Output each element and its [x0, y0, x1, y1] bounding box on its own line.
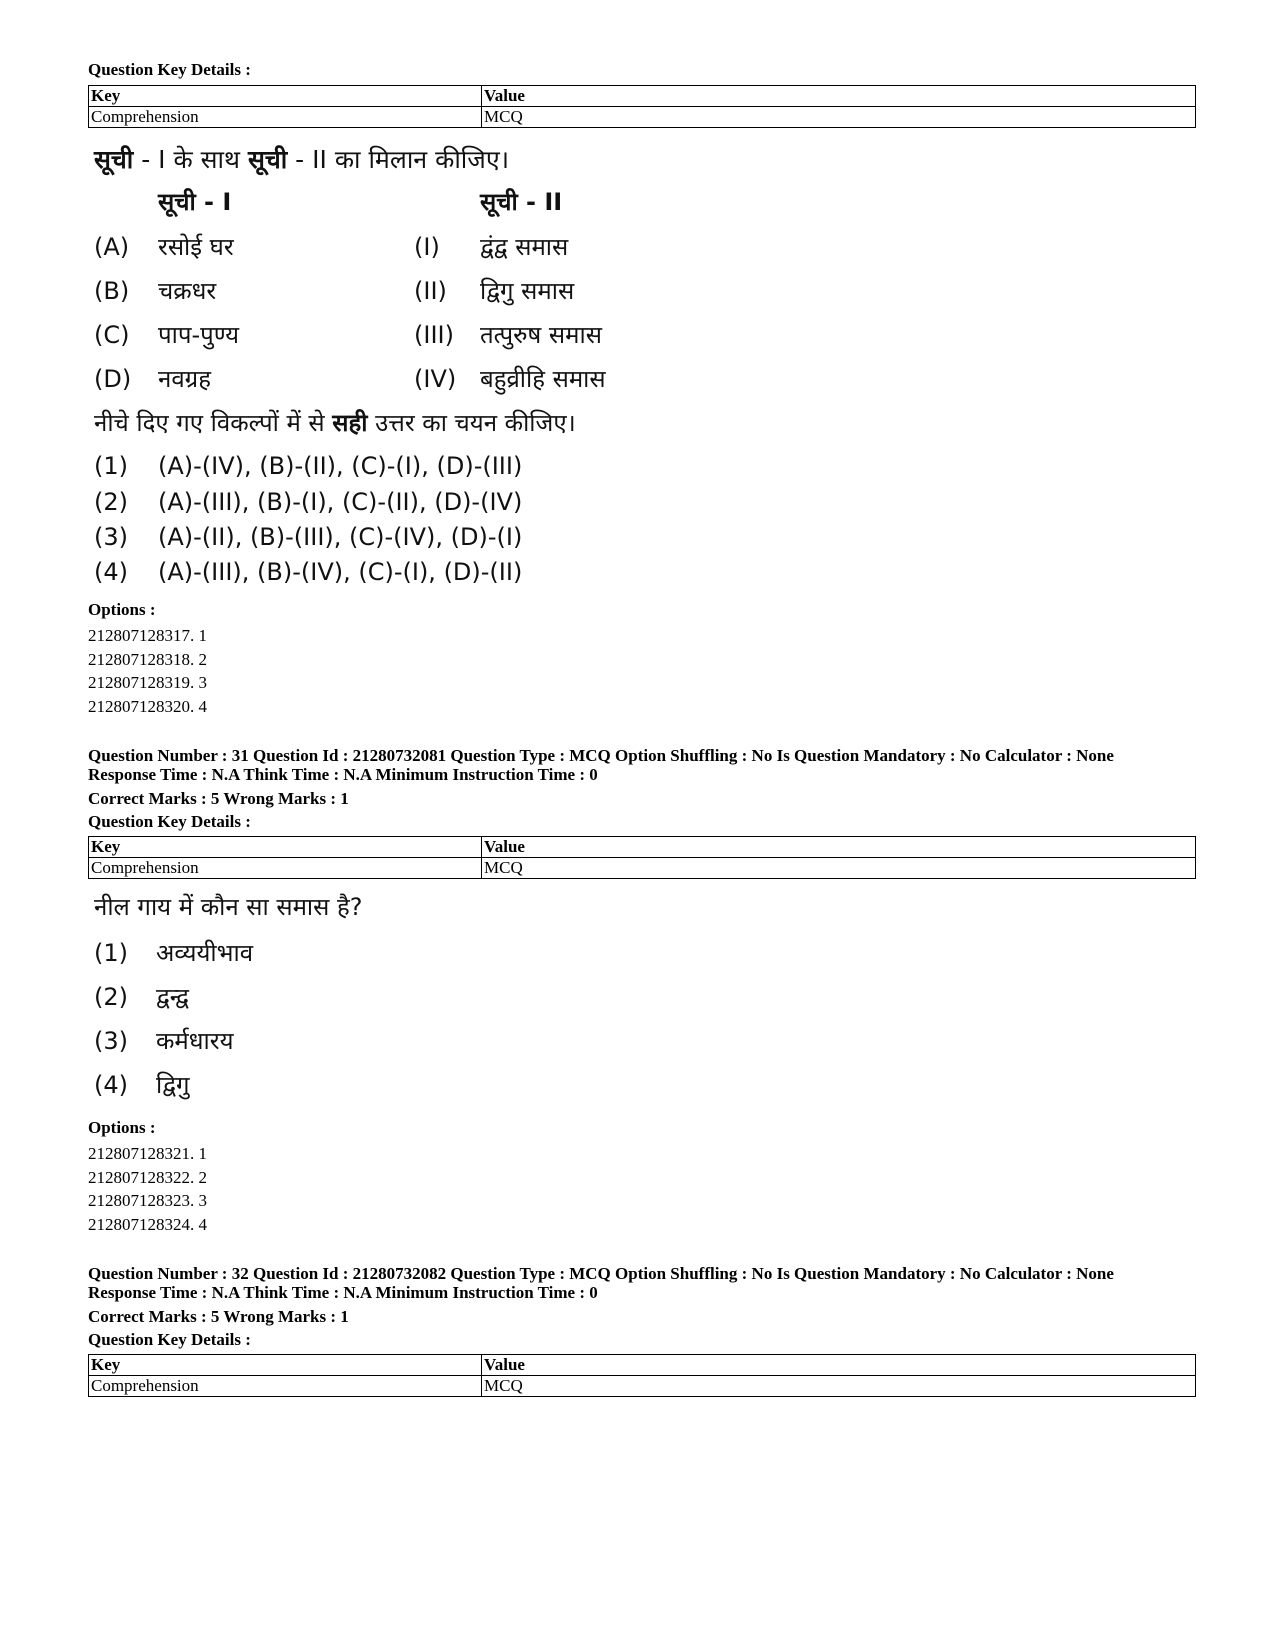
table-cell-value: MCQ [482, 1376, 1196, 1397]
table-cell-key: Comprehension [89, 858, 482, 879]
pair-left-text: नवग्रह [158, 365, 211, 393]
option-item: 212807128318. 2 [88, 649, 207, 669]
table-header-row [89, 837, 1196, 858]
pair-left-label: (A) [94, 233, 130, 261]
answer-option-4 [94, 1068, 190, 1101]
question-key-details-label: Question Key Details : [88, 812, 251, 831]
answer-option-1 [94, 936, 253, 969]
option-item: 212807128322. 2 [88, 1167, 207, 1187]
instruction-bold-1: सूची [94, 145, 134, 174]
answer-option-2 [94, 488, 522, 516]
question-meta-line-2: Response Time : N.A Think Time : N.A Minimum Instruction Time : 0 [88, 765, 598, 784]
answer-text: (A)-(IV), (B)-(II), (C)-(I), (D)-(III) [158, 452, 523, 480]
table-row [89, 1376, 1196, 1397]
list-pair-b [94, 274, 574, 307]
answer-number: (2) [94, 983, 128, 1011]
answer-text: कर्मधारय [156, 1027, 234, 1055]
answer-option-1 [94, 452, 522, 480]
answer-text: द्वन्द्व [156, 983, 189, 1011]
pair-left-text: चक्रधर [158, 277, 217, 305]
pair-right-label: (III) [414, 321, 454, 349]
choose-bold: सही [332, 409, 368, 437]
list2-header: सूची - II [480, 188, 563, 216]
option-item: 212807128323. 3 [88, 1191, 207, 1210]
answer-number: (1) [94, 939, 128, 967]
pair-left-label: (D) [94, 365, 132, 393]
list-pair-d [94, 362, 606, 395]
table-cell-value: MCQ [482, 858, 1196, 879]
pair-right-text: तत्पुरुष समास [480, 321, 602, 349]
option-item: 212807128320. 4 [88, 696, 207, 716]
question-image-samas [94, 890, 594, 1110]
question-meta-line-2: Response Time : N.A Think Time : N.A Minimum Instruction Time : 0 [88, 1283, 598, 1302]
answer-text: (A)-(II), (B)-(III), (C)-(IV), (D)-(I) [158, 523, 523, 551]
answer-option-4 [94, 558, 522, 586]
table-header-value: Value [482, 837, 1196, 858]
key-details-table [88, 836, 1196, 879]
choose-text-2: उत्तर का चयन कीजिए। [367, 409, 576, 437]
table-cell-value: MCQ [482, 107, 1196, 128]
pair-right-text: द्विगु समास [480, 277, 575, 305]
answer-option-3 [94, 523, 522, 551]
pair-left-text: पाप-पुण्य [158, 321, 240, 349]
answer-number: (4) [94, 558, 128, 586]
instruction-bold-2: सूची [247, 145, 288, 174]
question-key-details-label: Question Key Details : [88, 60, 251, 79]
question-image-match-lists [94, 140, 694, 586]
pair-right-label: (II) [414, 277, 447, 305]
table-header-row [89, 86, 1196, 107]
answer-number: (3) [94, 1027, 128, 1055]
pair-left-text: रसोई घर [158, 233, 234, 261]
marks-line: Correct Marks : 5 Wrong Marks : 1 [88, 1307, 349, 1326]
option-item: 212807128319. 3 [88, 673, 207, 692]
table-header-value: Value [482, 86, 1196, 107]
options-label: Options : [88, 600, 156, 619]
option-item: 212807128321. 1 [88, 1144, 207, 1163]
table-header-key: Key [89, 1355, 482, 1376]
answer-number: (1) [94, 452, 128, 480]
answer-number: (3) [94, 523, 128, 551]
table-header-key: Key [89, 837, 482, 858]
pair-left-label: (B) [94, 277, 130, 305]
options-list [88, 1142, 207, 1236]
table-header-value: Value [482, 1355, 1196, 1376]
answer-option-3 [94, 1024, 234, 1057]
key-details-table [88, 85, 1196, 128]
answer-text: द्विगु [156, 1071, 190, 1099]
table-cell-key: Comprehension [89, 107, 482, 128]
answer-option-2 [94, 980, 189, 1013]
choose-text-1: नीचे दिए गए विकल्पों में से [94, 409, 333, 437]
answer-number: (2) [94, 488, 128, 516]
table-header-key: Key [89, 86, 482, 107]
answer-text: (A)-(III), (B)-(I), (C)-(II), (D)-(IV) [158, 488, 523, 516]
list1-header: सूची - I [158, 188, 232, 216]
options-label: Options : [88, 1118, 156, 1137]
list-pair-a [94, 230, 568, 263]
answer-text: (A)-(III), (B)-(IV), (C)-(I), (D)-(II) [158, 558, 523, 586]
option-item: 212807128324. 4 [88, 1214, 207, 1234]
answer-text: अव्ययीभाव [156, 939, 254, 967]
question-meta-line-1: Question Number : 32 Question Id : 21280732082 Question Type : MCQ Option Shuffling : No Is Question Mandatory : No Calculator : None [88, 1264, 1114, 1283]
pair-left-label: (C) [94, 321, 130, 349]
pair-right-label: (IV) [414, 365, 457, 393]
instruction-text-1: - I के साथ [133, 145, 248, 174]
instruction-text-2: - II का मिलान कीजिए। [287, 145, 510, 174]
question-instruction [94, 142, 509, 176]
answer-number: (4) [94, 1071, 128, 1099]
table-cell-key: Comprehension [89, 1376, 482, 1397]
question-meta-line-1: Question Number : 31 Question Id : 21280732081 Question Type : MCQ Option Shuffling : No Is Question Mandatory : No Calculator : None [88, 746, 1114, 765]
question-text: नील गाय में कौन सा समास है? [94, 893, 363, 921]
marks-line: Correct Marks : 5 Wrong Marks : 1 [88, 789, 349, 808]
list-pair-c [94, 318, 602, 351]
table-row [89, 107, 1196, 128]
option-item: 212807128317. 1 [88, 626, 207, 645]
table-row [89, 858, 1196, 879]
pair-right-text: द्वंद्व समास [480, 233, 569, 261]
table-header-row [89, 1355, 1196, 1376]
choose-instruction [94, 406, 576, 439]
options-list [88, 624, 207, 718]
key-details-table [88, 1354, 1196, 1397]
question-key-details-label: Question Key Details : [88, 1330, 251, 1349]
pair-right-text: बहुव्रीहि समास [480, 365, 606, 393]
pair-right-label: (I) [414, 233, 440, 261]
